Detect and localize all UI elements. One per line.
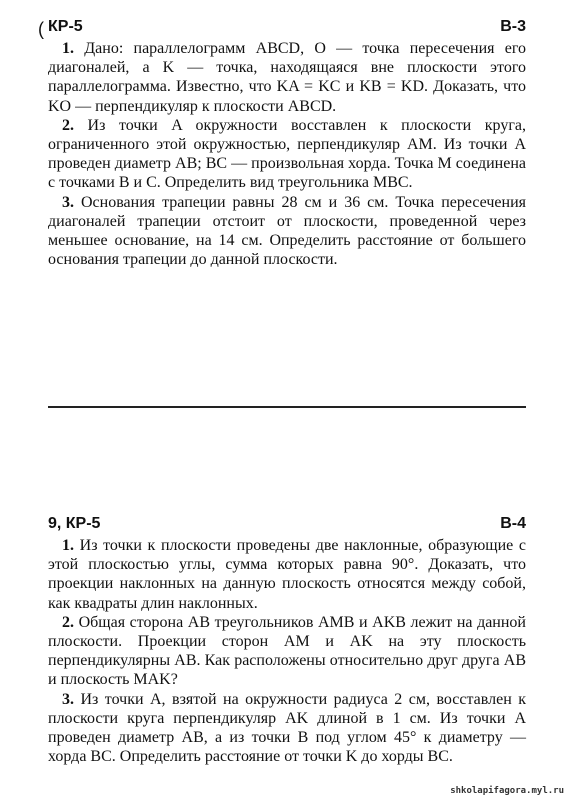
work-title: 9, КР-5 <box>48 515 101 532</box>
task-2: 2. Общая сторона AB треугольников AMB и AKB лежит на данной плоскости. Проекции сторон AM и AK на эту плоскость перпендикулярны AB. Как расположены относительно друг друга AB и плоскость MAK? <box>48 613 526 689</box>
task-text: Из точки A, взятой на окружности радиуса 2 см, восставлен к плоскости круга перпендикуляр AK длиной в 1 см. Из точки A проведен диаметр AB, а из точки B под углом 45° к диаметру — хорда BC. Определить расстояние от точки K до хорды BC. <box>48 690 527 766</box>
variant-label: В-4 <box>500 515 526 532</box>
variant-b3-section <box>38 18 527 269</box>
task-text: Дано: параллелограмм ABCD, O — точка пересечения его диагоналей, а K — точка, находящаяся вне плоскости этого параллелограмма. Известно, что KA = KC и KB = KD. Доказать, что KO — перпендикуляр к плоскости ABCD. <box>48 40 527 115</box>
margin-mark: ( <box>38 19 44 39</box>
task-1: 1. Из точки к плоскости проведены две наклонные, образующие с этой плоскостью углы, сумма которых равна 90°. Доказать, что проекции наклонных на данную плоскость относятся между собой, как квадраты длин наклонных. <box>48 537 527 612</box>
variant-label: В-3 <box>500 18 526 35</box>
work-title: ( КР-5 <box>38 18 83 39</box>
variant-b4-section <box>48 515 526 766</box>
task-1: 1. Дано: параллелограмм ABCD, O — точка пересечения его диагоналей, а K — точка, находящаяся вне плоскости этого параллелограмма. Известно, что KA = KC и KB = KD. Доказать, что KO — перпендикуляр к плоскости ABCD. <box>48 40 527 115</box>
site-watermark: shkolapifagora.myl.ru <box>450 786 564 796</box>
variant-header <box>48 515 526 533</box>
task-text: Основания трапеции равны 28 см и 36 см. Точка пересечения диагоналей трапеции отстоит от плоскости, проведенной через меньшее основание, на 14 см. Определить расстояние от большего основания трапеции до данной плоскости. <box>48 193 526 269</box>
section-divider <box>48 406 526 408</box>
task-3: 3. Основания трапеции равны 28 см и 36 см. Точка пересечения диагоналей трапеции отстоит от плоскости, проведенной через меньшее основание, на 14 см. Определить расстояние от большего основания трапеции до данной плоскости. <box>48 193 526 269</box>
task-3: 3. Из точки A, взятой на окружности радиуса 2 см, восставлен к плоскости круга перпендикуляр AK длиной в 1 см. Из точки A проведен диаметр AB, а из точки B под углом 45° к диаметру — хорда BC. Определить расстояние от точки K до хорды BC. <box>48 690 527 766</box>
variant-header <box>38 18 526 39</box>
task-2: 2. Из точки A окружности восставлен к плоскости круга, ограниченного этой окружностью, перпендикуляр AM. Из точки A проведен диаметр AB; BC — произвольная хорда. Точка M соединена с точками B и C. Определить вид треугольника MBC. <box>48 116 527 192</box>
task-text: Из точки A окружности восставлен к плоскости круга, ограниченного этой окружностью, перпендикуляр AM. Из точки A проведен диаметр AB; BC — произвольная хорда. Точка M соединена с точками B и C. Определить вид треугольника MBC. <box>48 116 527 192</box>
task-text: Общая сторона AB треугольников AMB и AKB лежит на данной плоскости. Проекции сторон AM и AK на эту плоскость перпендикулярны AB. Как расположены относительно друг друга AB и плоскость MAK? <box>48 613 526 689</box>
task-text: Из точки к плоскости проведены две наклонные, образующие с этой плоскостью углы, сумма которых равна 90°. Доказать, что проекции наклонных на данную плоскость относятся между собой, как квадраты длин наклонных. <box>48 537 527 612</box>
